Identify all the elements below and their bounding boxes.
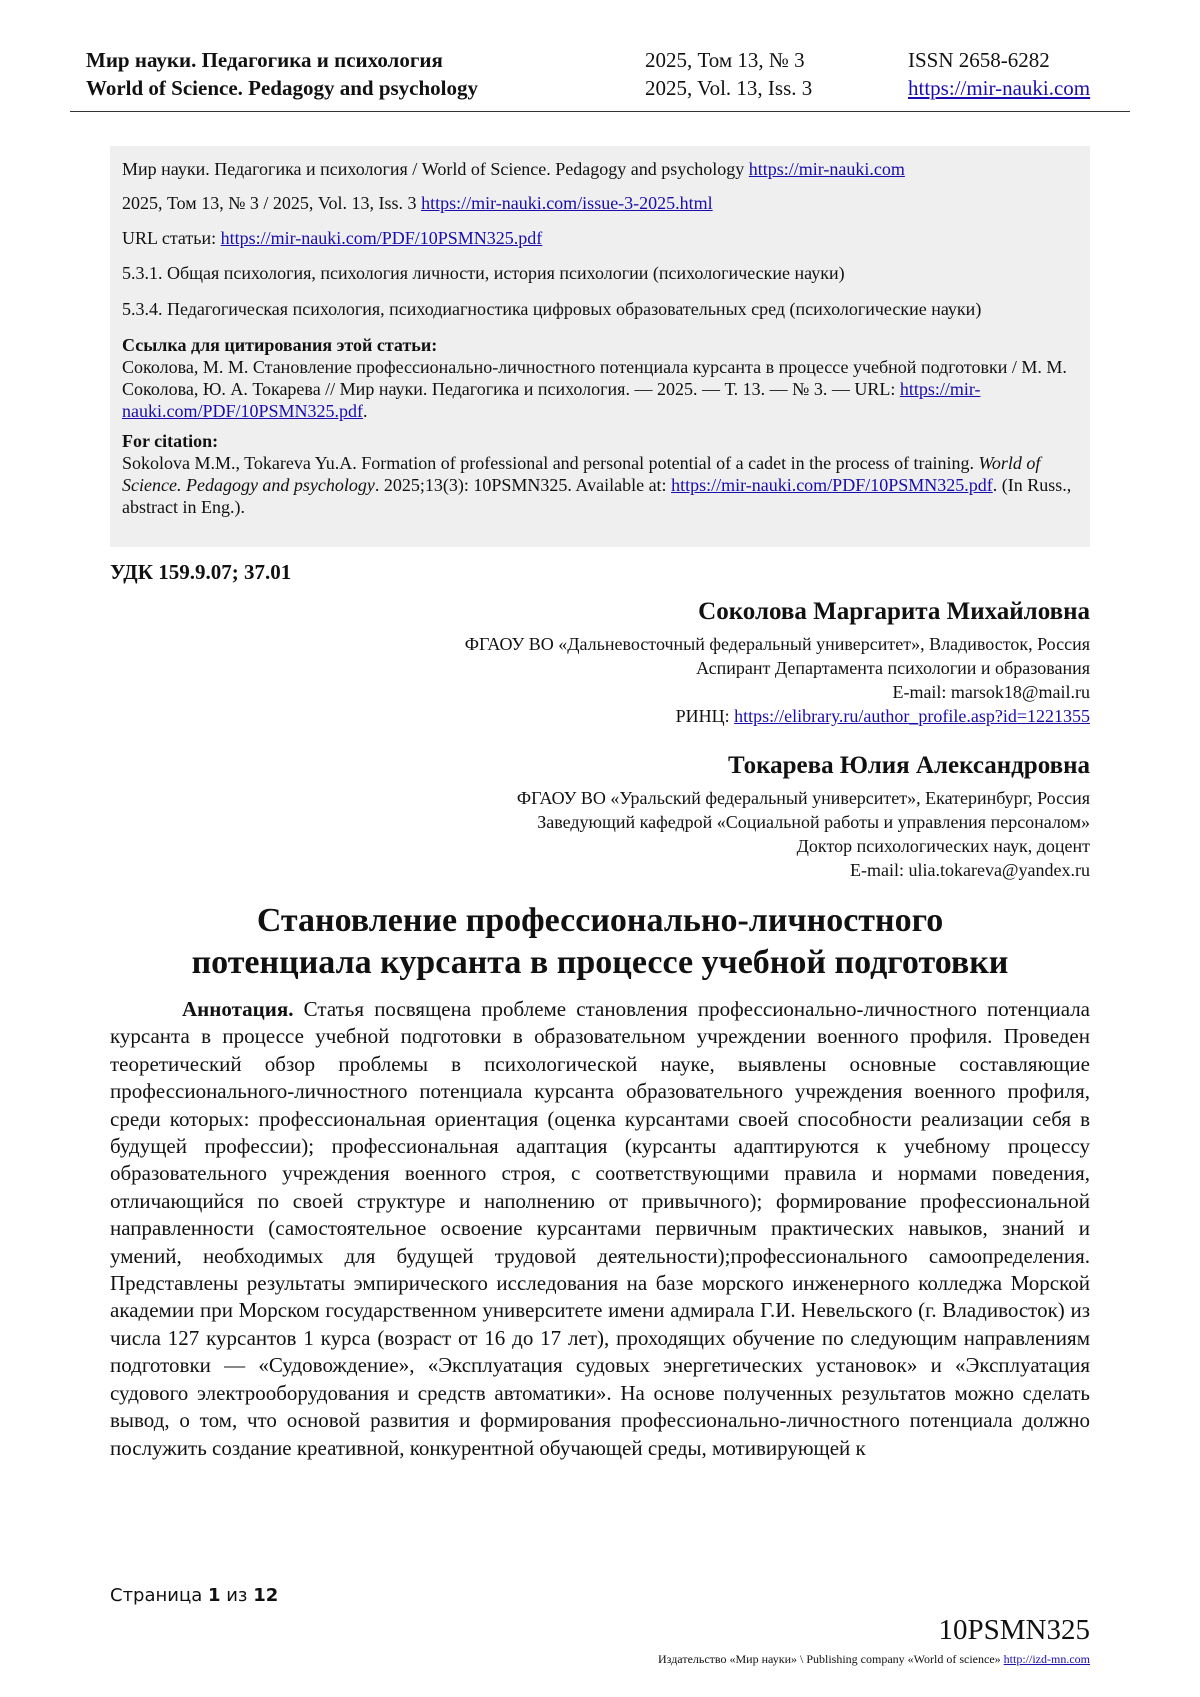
author-affiliation: ФГАОУ ВО «Уральский федеральный университет», Екатеринбург, Россия <box>516 788 1090 808</box>
journal-link[interactable]: https://mir-nauki.com <box>748 159 905 179</box>
info-issue-line: 2025, Том 13, № 3 / 2025, Vol. 13, Iss. 3 https://mir-nauki.com/issue-3-2025.html <box>122 193 713 213</box>
abstract-label: Аннотация. <box>182 997 294 1021</box>
journal-name-ru: Мир науки. Педагогика и психология <box>86 48 443 72</box>
author-affiliation: ФГАОУ ВО «Дальневосточный федеральный университет», Владивосток, Россия <box>464 634 1090 654</box>
issue-link[interactable]: https://mir-nauki.com/issue-3-2025.html <box>421 193 713 213</box>
author-block <box>465 596 1090 728</box>
article-url-link[interactable]: https://mir-nauki.com/PDF/10PSMN325.pdf <box>220 228 543 248</box>
citation-ru: Ссылка для цитирования этой статьи: Соколова, М. М. Становление профессионально-личностного потенциала курсанта в процессе учебной подготовки / М. М. Соколова, Ю. А. Токарева // Мир науки. Педагогика и психология. — 2025. — Т. 13. — № 3. — URL: https://mir-nauki.com/PDF/10PSMN325.pdf. <box>122 335 1067 421</box>
author-email: E-mail: ulia.tokareva@yandex.ru <box>850 860 1090 880</box>
author-degree: Доктор психологических наук, доцент <box>796 836 1090 856</box>
citation-en-heading: For citation: <box>122 431 219 451</box>
issue-ru: 2025, Том 13, № 3 <box>645 48 805 72</box>
author-position: Заведующий кафедрой «Социальной работы и управления персоналом» <box>537 812 1090 832</box>
publisher-line: Издательство «Мир науки» \ Publishing company «World of science» http://izd-mn.com <box>658 1652 1090 1666</box>
article-info-box <box>110 146 1090 547</box>
citation-en: For citation: Sokolova M.M., Tokareva Yu.A. Formation of professional and personal potential of a cadet in the process of training. World of Science. Pedagogy and psychology. 2025;13(3): 10PSMN325. Available at: https://mir-nauki.com/PDF/10PSMN325.pdf. (In Russ., abstract in Eng.). <box>122 431 1072 517</box>
abstract-text: Статья посвящена проблеме становления профессионально-личностного потенциала курсанта в процессе учебной подготовки в образовательном учреждении военного профиля. Проведен теоретический обзор проблемы в психологической науке, выявлены основные составляющие профессионального-личностного потенциала курсанта образовательного учреждения военного профиля, среди которых: профессиональная ориентация (оценка курсантами своей способности реализации себя в будущей профессии); профессиональная адаптация (курсанты адаптируются к учебному процессу образовательного учреждения военного строя, с соответствующими правила и нормами поведения, отличающийся по своей структуре и наполнению от привычного); формирование профессиональной направленности (самостоятельное освоение курсантами первичным практических навыков, знаний и умений, необходимых для будущей трудовой деятельности);профессионального самоопределения. Представлены результаты эмпирического исследования на базе морского инженерного колледжа Морской академии при Морском государственном университете имени адмирала Г.И. Невельского (г. Владивосток) из числа 127 курсантов 1 курса (возраст от 16 до 17 лет), проходящих обучение по следующим направлениям подготовки — «Судовождение», «Эксплуатация судовых энергетических установок» и «Эксплуатация судового электрооборудования и средств автоматики». На основе полученных результатов можно сделать вывод, о том, что основой развития и формирования профессионально-личностного потенциала должно послужить создание креативной, конкурентной обучающей среды, мотивирующей к <box>110 997 1090 1460</box>
page-number: Страница 1 из 12 <box>110 1585 279 1606</box>
abstract <box>110 996 1090 1462</box>
author-rinc: РИНЦ: https://elibrary.ru/author_profile.asp?id=1221355 <box>675 706 1090 726</box>
issue-en: 2025, Vol. 13, Iss. 3 <box>645 76 813 100</box>
author-block <box>517 750 1090 882</box>
info-journal-line: Мир науки. Педагогика и психология / World of Science. Pedagogy and psychology https://mir-nauki.com <box>122 159 905 179</box>
specialty-2: 5.3.4. Педагогическая психология, психодиагностика цифровых образовательных сред (психологические науки) <box>122 299 982 319</box>
site-link[interactable]: https://mir-nauki.com <box>908 76 1091 100</box>
udk-code: УДК 159.9.07; 37.01 <box>110 560 292 584</box>
journal-name-en: World of Science. Pedagogy and psychology <box>86 76 479 100</box>
author-name: Токарева Юлия Александровна <box>728 752 1090 779</box>
article-title: Становление профессионально-личностного потенциала курсанта в процессе учебной подготовки <box>191 902 1009 981</box>
rinc-link[interactable]: https://elibrary.ru/author_profile.asp?id=1221355 <box>734 706 1090 726</box>
header-divider <box>70 111 1130 112</box>
info-url-line: URL статьи: https://mir-nauki.com/PDF/10PSMN325.pdf <box>122 228 543 248</box>
publisher-link[interactable]: http://izd-mn.com <box>1003 1652 1090 1666</box>
issn: ISSN 2658-6282 <box>908 48 1050 72</box>
article-code: 10PSMN325 <box>938 1614 1090 1646</box>
author-position: Аспирант Департамента психологии и образования <box>696 658 1090 678</box>
author-name: Соколова Маргарита Михайловна <box>698 598 1090 625</box>
citation-en-link[interactable]: https://mir-nauki.com/PDF/10PSMN325.pdf <box>671 475 993 495</box>
specialty-1: 5.3.1. Общая психология, психология личности, история психологии (психологические науки) <box>122 263 845 283</box>
citation-ru-heading: Ссылка для цитирования этой статьи: <box>122 335 438 355</box>
citation-ru-link[interactable]: https://mir-nauki.com/PDF/10PSMN325.pdf <box>122 379 981 421</box>
author-email: E-mail: marsok18@mail.ru <box>892 682 1090 702</box>
